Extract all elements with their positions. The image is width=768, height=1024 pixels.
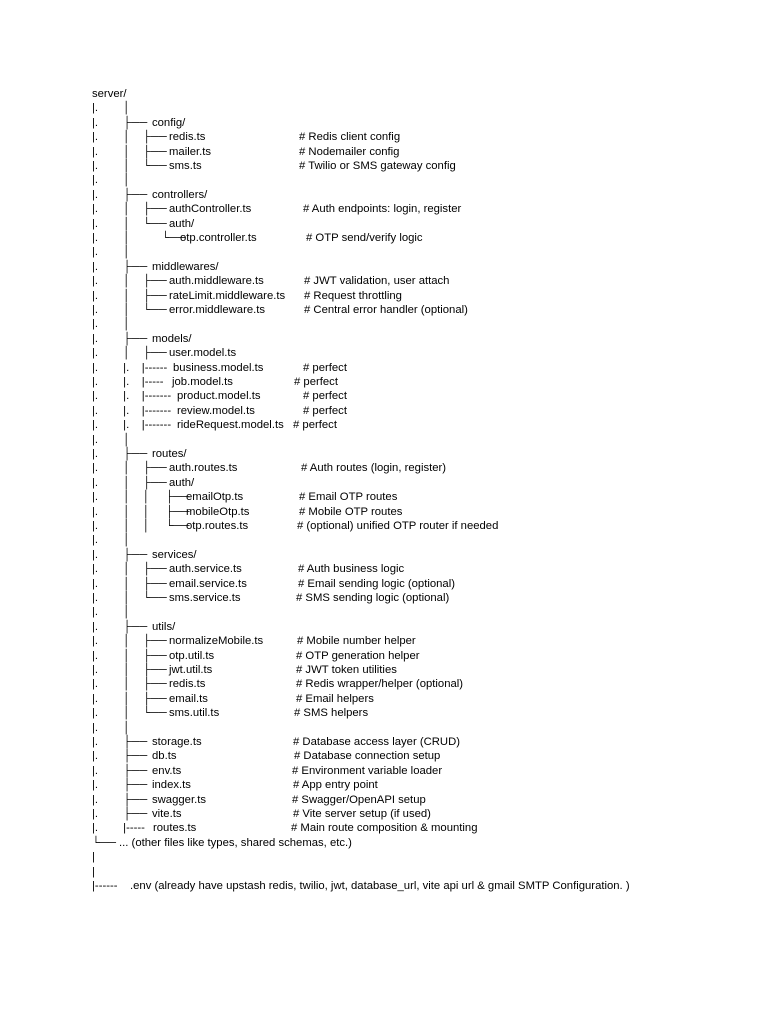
tree-line [0, 865, 768, 879]
tree-branch: |. │ [92, 721, 131, 734]
tree-line [0, 548, 768, 562]
file-comment: # Redis client config [299, 131, 401, 144]
tree-line [0, 577, 768, 591]
tree-line [0, 447, 768, 461]
tree-branch: |. │ ├── [92, 476, 167, 489]
tree-line [0, 634, 768, 648]
tree-line [0, 677, 768, 691]
file-name: otp.util.ts [169, 649, 215, 662]
tree-line [0, 101, 768, 115]
tree-branch: |. ├── [92, 736, 148, 748]
tree-branch: |. │ [92, 318, 131, 331]
tree-line [0, 649, 768, 663]
tree-line [0, 663, 768, 677]
tree-branch: |. │ ├── [92, 275, 167, 288]
tree-line [0, 591, 768, 605]
file-comment: # Redis wrapper/helper (optional) [296, 678, 464, 691]
tree-line [0, 260, 768, 274]
tree-line [0, 289, 768, 303]
tree-line [0, 461, 768, 475]
tree-branch: |. │ │ ├── [92, 491, 190, 504]
file-comment: # Environment variable loader [292, 764, 443, 777]
tree-line [0, 476, 768, 490]
tree-branch: |. │ └── [92, 217, 167, 230]
tree-line [0, 116, 768, 130]
tree-branch: |. ├── [92, 793, 148, 806]
tree-branch: |. │ ├── [92, 131, 167, 144]
tree-line [0, 735, 768, 749]
file-name: review.model.ts [177, 404, 255, 417]
tree-line [0, 145, 768, 159]
file-comment: # JWT validation, user attach [304, 275, 450, 288]
tree-line [0, 433, 768, 447]
file-name: job.model.ts [172, 376, 233, 388]
file-comment: # perfect [303, 361, 347, 374]
file-name: otp.controller.ts [180, 232, 257, 244]
tree-branch: |. │ [92, 102, 131, 115]
file-name: routes.ts [153, 822, 197, 835]
tree-line [0, 332, 768, 346]
file-comment: # Vite server setup (if used) [293, 808, 431, 820]
file-name: rideRequest.model.ts [177, 419, 284, 432]
tree-line [0, 173, 768, 187]
file-comment: # Swagger/OpenAPI setup [292, 793, 426, 806]
tree-line [0, 533, 768, 547]
file-name: user.model.ts [169, 347, 237, 360]
file-comment: # OTP generation helper [296, 649, 420, 662]
tree-branch: |. │ ├── [92, 563, 167, 576]
tree-branch: |. │ └── [92, 232, 186, 244]
file-comment: # Database connection setup [294, 750, 441, 763]
file-name: normalizeMobile.ts [169, 635, 264, 648]
tree-line [0, 274, 768, 288]
tree-branch: |. │ [92, 606, 131, 619]
file-name: env.ts [152, 764, 182, 777]
file-comment: # Request throttling [304, 289, 402, 302]
tree-branch: |------ [92, 880, 118, 892]
tree-line [0, 605, 768, 619]
tree-line [0, 879, 768, 893]
file-comment: # (optional) unified OTP router if needed [297, 520, 499, 532]
tree-line [0, 836, 768, 850]
file-name: email.ts [169, 692, 208, 705]
file-name: product.model.ts [177, 390, 261, 403]
tree-line [0, 793, 768, 807]
tree-branch: |. │ [92, 246, 131, 259]
file-name: ... (other files like types, shared schemas, etc.) [119, 836, 352, 849]
tree-branch: |. ├── [92, 260, 148, 273]
file-comment: # Database access layer (CRUD) [293, 736, 460, 748]
tree-branch: |. │ [92, 174, 131, 187]
tree-line [0, 87, 768, 101]
file-name: auth/ [169, 217, 195, 230]
tree-branch: |. ├── [92, 448, 148, 460]
file-name: auth.routes.ts [169, 462, 238, 475]
file-name: models/ [152, 332, 192, 345]
tree-line [0, 850, 768, 864]
tree-branch: |. │ ├── [92, 145, 167, 158]
tree-line [0, 821, 768, 835]
tree-branch: |. ├── [92, 779, 148, 792]
tree-line [0, 519, 768, 533]
file-name: sms.service.ts [169, 592, 241, 604]
tree-branch: |. ├── [92, 548, 148, 561]
file-name: config/ [152, 116, 186, 129]
file-name: auth/ [169, 476, 195, 489]
file-name: jwt.util.ts [169, 664, 213, 676]
file-name: auth.middleware.ts [169, 275, 264, 288]
tree-branch: server/ [92, 88, 127, 100]
file-comment: # Email sending logic (optional) [298, 577, 455, 590]
tree-branch: |. |----- [92, 822, 145, 835]
tree-branch: |. │ ├── [92, 678, 167, 691]
file-name: emailOtp.ts [186, 491, 244, 504]
file-name: error.middleware.ts [169, 304, 266, 316]
file-name: business.model.ts [173, 361, 264, 374]
tree-branch: |. |. |------- [92, 404, 172, 417]
file-comment: # Central error handler (optional) [304, 304, 468, 316]
tree-branch: └── [92, 836, 117, 849]
tree-line [0, 505, 768, 519]
file-name: vite.ts [152, 808, 182, 820]
file-name: authController.ts [169, 203, 252, 216]
tree-branch: |. │ [92, 433, 131, 446]
tree-branch: |. ├── [92, 116, 148, 129]
file-name: mobileOtp.ts [186, 505, 250, 518]
tree-branch: |. │ └── [92, 592, 167, 604]
file-comment: # JWT token utilities [296, 664, 397, 676]
tree-line [0, 404, 768, 418]
file-name: utils/ [152, 620, 176, 633]
tree-line [0, 231, 768, 245]
file-name: auth.service.ts [169, 563, 242, 576]
file-comment: # perfect [294, 376, 338, 388]
tree-branch: |. ├── [92, 332, 148, 345]
file-name: swagger.ts [152, 793, 207, 806]
file-comment: # Auth routes (login, register) [301, 462, 447, 475]
file-comment: # Auth business logic [298, 563, 405, 576]
tree-branch: |. |. |------- [92, 419, 172, 432]
file-name: sms.util.ts [169, 707, 220, 720]
file-name: mailer.ts [169, 145, 212, 158]
file-comment: # perfect [303, 390, 347, 403]
tree-branch: |. │ ├── [92, 577, 167, 590]
tree-branch: |. |. |------- [92, 390, 172, 403]
tree-line [0, 562, 768, 576]
file-comment: # Mobile number helper [297, 635, 416, 648]
file-comment: # perfect [293, 419, 337, 432]
file-comment: # Nodemailer config [299, 145, 400, 158]
file-name: services/ [152, 548, 197, 561]
file-comment: # SMS sending logic (optional) [296, 592, 450, 604]
tree-line [0, 361, 768, 375]
tree-branch: |. |. |------ [92, 361, 168, 374]
tree-line [0, 159, 768, 173]
tree-branch: | [92, 865, 95, 878]
file-comment: # Email OTP routes [299, 491, 398, 504]
tree-branch: |. │ ├── [92, 664, 167, 676]
tree-branch: |. │ │ └── [92, 520, 190, 532]
file-name: sms.ts [169, 160, 202, 172]
file-name: rateLimit.middleware.ts [169, 289, 286, 302]
file-name: redis.ts [169, 131, 206, 144]
tree-line [0, 706, 768, 720]
tree-branch: |. │ ├── [92, 289, 167, 302]
file-name: storage.ts [152, 736, 202, 748]
file-name: middlewares/ [152, 260, 219, 273]
tree-line [0, 749, 768, 763]
file-comment: # SMS helpers [294, 707, 369, 720]
file-name: db.ts [152, 750, 177, 763]
file-comment: # perfect [303, 404, 347, 417]
tree-branch: |. │ ├── [92, 462, 167, 475]
tree-branch: |. ├── [92, 188, 148, 201]
tree-line [0, 389, 768, 403]
tree-line [0, 130, 768, 144]
tree-line [0, 346, 768, 360]
tree-line [0, 490, 768, 504]
tree-branch: |. ├── [92, 764, 148, 777]
file-name: email.service.ts [169, 577, 247, 590]
file-name: otp.routes.ts [186, 520, 249, 532]
tree-line [0, 217, 768, 231]
tree-branch: |. │ └── [92, 707, 167, 720]
tree-branch: |. |. |----- [92, 376, 164, 388]
tree-branch: |. │ ├── [92, 692, 167, 705]
tree-branch: |. │ ├── [92, 347, 167, 360]
tree-line [0, 418, 768, 432]
tree-line [0, 188, 768, 202]
tree-branch: |. │ [92, 534, 131, 547]
tree-line [0, 721, 768, 735]
tree-line [0, 764, 768, 778]
tree-branch: |. ├── [92, 750, 148, 763]
file-name: .env (already have upstash redis, twilio, jwt, database_url, vite api url & gmail SMTP Configuration. ) [130, 880, 630, 892]
file-comment: # Main route composition & mounting [291, 822, 478, 835]
file-name: redis.ts [169, 678, 206, 691]
tree-branch: |. │ ├── [92, 635, 167, 648]
file-comment: # OTP send/verify logic [306, 232, 423, 244]
tree-branch: |. │ │ ├── [92, 505, 190, 518]
tree-branch: |. ├── [92, 808, 148, 820]
tree-line [0, 692, 768, 706]
tree-branch: | [92, 851, 95, 864]
tree-branch: |. │ ├── [92, 203, 167, 216]
file-comment: # Email helpers [296, 692, 374, 705]
tree-line [0, 375, 768, 389]
tree-branch: |. │ └── [92, 304, 167, 316]
file-comment: # Twilio or SMS gateway config [299, 160, 456, 172]
file-comment: # Mobile OTP routes [299, 505, 403, 518]
file-comment: # App entry point [293, 779, 378, 792]
file-name: index.ts [152, 779, 191, 792]
tree-line [0, 620, 768, 634]
tree-branch: |. │ ├── [92, 649, 167, 662]
tree-line [0, 317, 768, 331]
tree-line [0, 303, 768, 317]
tree-line [0, 807, 768, 821]
tree-line [0, 778, 768, 792]
file-name: controllers/ [152, 188, 208, 201]
tree-line [0, 245, 768, 259]
tree-branch: |. ├── [92, 620, 148, 633]
file-comment: # Auth endpoints: login, register [303, 203, 462, 216]
tree-line [0, 202, 768, 216]
file-name: routes/ [152, 448, 187, 460]
tree-branch: |. │ └── [92, 160, 167, 172]
